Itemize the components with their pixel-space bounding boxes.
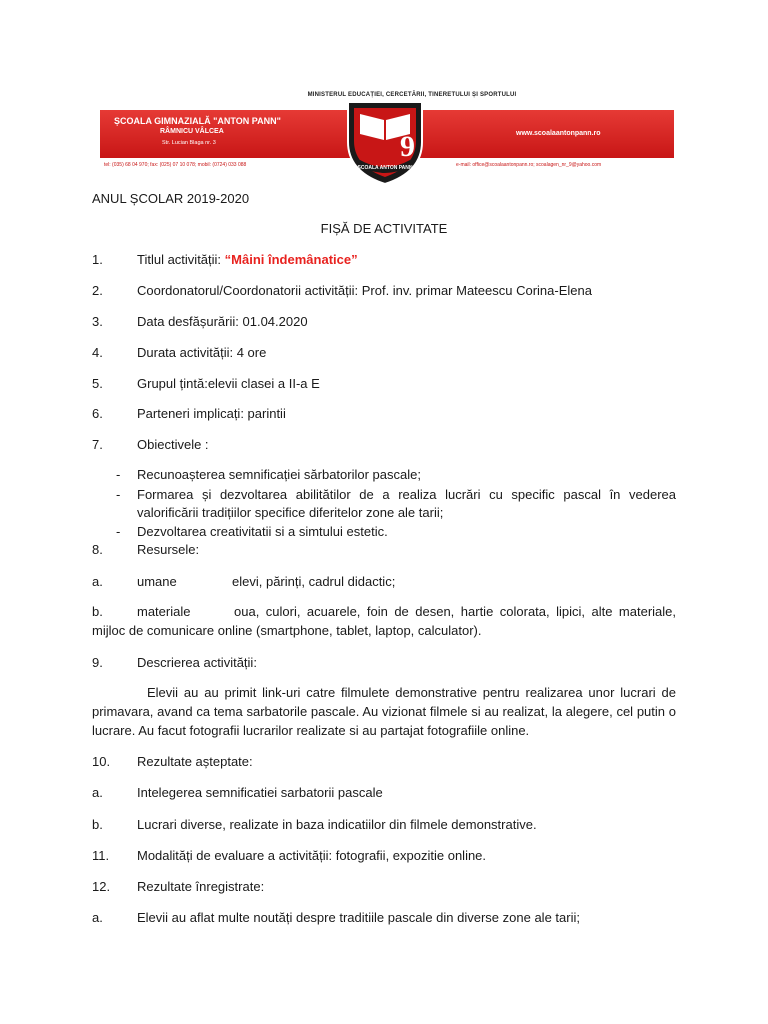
objective-2-line2: valorificării tradițiilor specifice diferitelor zone ale tarii; — [137, 505, 444, 520]
crest-text: ȘCOALA ANTON PANN — [357, 165, 413, 171]
school-phone-contacts: tel: (035) 68 04 970; fax: (025) 07 10 078; mobil: (0724) 033 088 — [104, 162, 247, 168]
description-line2: primavara, avand ca tema sarbatorile pascale. Au vizionat filmele si au realizat, la alegere, cel putin o — [92, 704, 676, 719]
description-line1: Elevii au au primit link-uri catre filmulete demonstrative pentru realizarea unor lucrari de — [147, 685, 676, 700]
resource-human-label: umane — [137, 574, 177, 589]
resource-letter: b. — [92, 604, 103, 619]
school-letterhead — [92, 86, 676, 186]
item-number: 6. — [92, 406, 103, 421]
item-number: 10. — [92, 754, 111, 769]
item-number: 5. — [92, 376, 103, 391]
expected-result-a: Intelegerea semnificatiei sarbatorii pascale — [137, 785, 383, 800]
resource-materials-label: materiale — [137, 604, 191, 619]
item-number: 1. — [92, 252, 103, 267]
document-title: FIȘĂ DE ACTIVITATE — [320, 221, 448, 236]
resource-materials-value: oua, culori, acuarele, foin de desen, hartie colorata, lipici, alte materiale, — [234, 604, 676, 619]
item-number: 9. — [92, 655, 103, 670]
bullet-dash: - — [116, 487, 121, 502]
bullet-dash: - — [116, 467, 121, 482]
item-target-group: Grupul țintă:elevii clasei a II-a E — [137, 376, 320, 391]
recorded-result-a: Elevii au aflat multe noutăți despre traditiile pascale din diverse zone ale tarii; — [137, 910, 580, 925]
item-number: 4. — [92, 345, 103, 360]
item-coordinator: Coordonatorul/Coordonatorii activității: Prof. inv. primar Mateescu Corina-Elena — [137, 283, 592, 298]
resources-label: Resursele: — [137, 542, 200, 557]
description-line3: lucrare. Au facut fotografii lucrarilor realizate si au partajat fotografiile online. — [92, 723, 530, 738]
item-objectives: Obiectivele : — [137, 437, 209, 452]
description-label: Descrierea activității: — [137, 655, 257, 670]
school-name: ȘCOALA GIMNAZIALĂ "ANTON PANN" — [114, 116, 281, 126]
item-partners: Parteneri implicați: parintii — [137, 406, 286, 421]
evaluation-methods: Modalități de evaluare a activității: fotografii, expozitie online. — [137, 848, 487, 863]
resource-materials-line2: mijloc de comunicare online (smartphone, tablet, laptop, calculator). — [92, 623, 482, 638]
activity-title-value: “Mâini îndemânatice” — [224, 252, 358, 267]
objective-1: Recunoașterea semnificației sărbatorilor pascale; — [137, 467, 421, 482]
result-letter: a. — [92, 785, 103, 800]
school-city: RÂMNICU VÂLCEA — [160, 128, 224, 135]
item-number: 12. — [92, 879, 111, 894]
item-duration: Durata activității: 4 ore — [137, 345, 267, 360]
item-date: Data desfășurării: 01.04.2020 — [137, 314, 308, 329]
school-year: ANUL ȘCOLAR 2019-2020 — [92, 191, 250, 206]
crest-number: 9 — [400, 130, 415, 163]
item-number: 3. — [92, 314, 103, 329]
school-address: Str. Lucian Blaga nr. 3 — [162, 140, 216, 146]
objective-2-line1: Formarea și dezvoltarea abilitătilor de a realiza lucrări cu specific pascal în vederea — [137, 487, 676, 502]
result-letter: b. — [92, 817, 103, 832]
ministry-title: MINISTERUL EDUCAȚIEI, CERCETĂRII, TINERETULUI ȘI SPORTULUI — [307, 92, 517, 98]
activity-title-label: Titlul activității: — [137, 252, 222, 267]
item-number: 8. — [92, 542, 103, 557]
resource-letter: a. — [92, 574, 103, 589]
expected-results-label: Rezultate așteptate: — [137, 754, 253, 769]
expected-result-b: Lucrari diverse, realizate in baza indicatiilor din filmele demonstrative. — [137, 817, 537, 832]
recorded-results-label: Rezultate înregistrate: — [137, 879, 265, 894]
school-email-contacts: e-mail: office@scoalaantonpann.ro; scoalagen_nr_9@yahoo.com — [456, 162, 602, 168]
item-number: 2. — [92, 283, 103, 298]
bullet-dash: - — [116, 524, 121, 539]
resource-human-value: elevi, părinți, cadrul didactic; — [232, 574, 396, 589]
school-website: www.scoalaantonpann.ro — [516, 130, 601, 137]
result-letter: a. — [92, 910, 103, 925]
item-activity-title — [137, 252, 358, 267]
item-number: 11. — [92, 848, 110, 863]
school-crest-logo — [340, 94, 430, 186]
objective-3: Dezvoltarea creativitatii si a simtului estetic. — [137, 524, 388, 539]
item-number: 7. — [92, 437, 103, 452]
